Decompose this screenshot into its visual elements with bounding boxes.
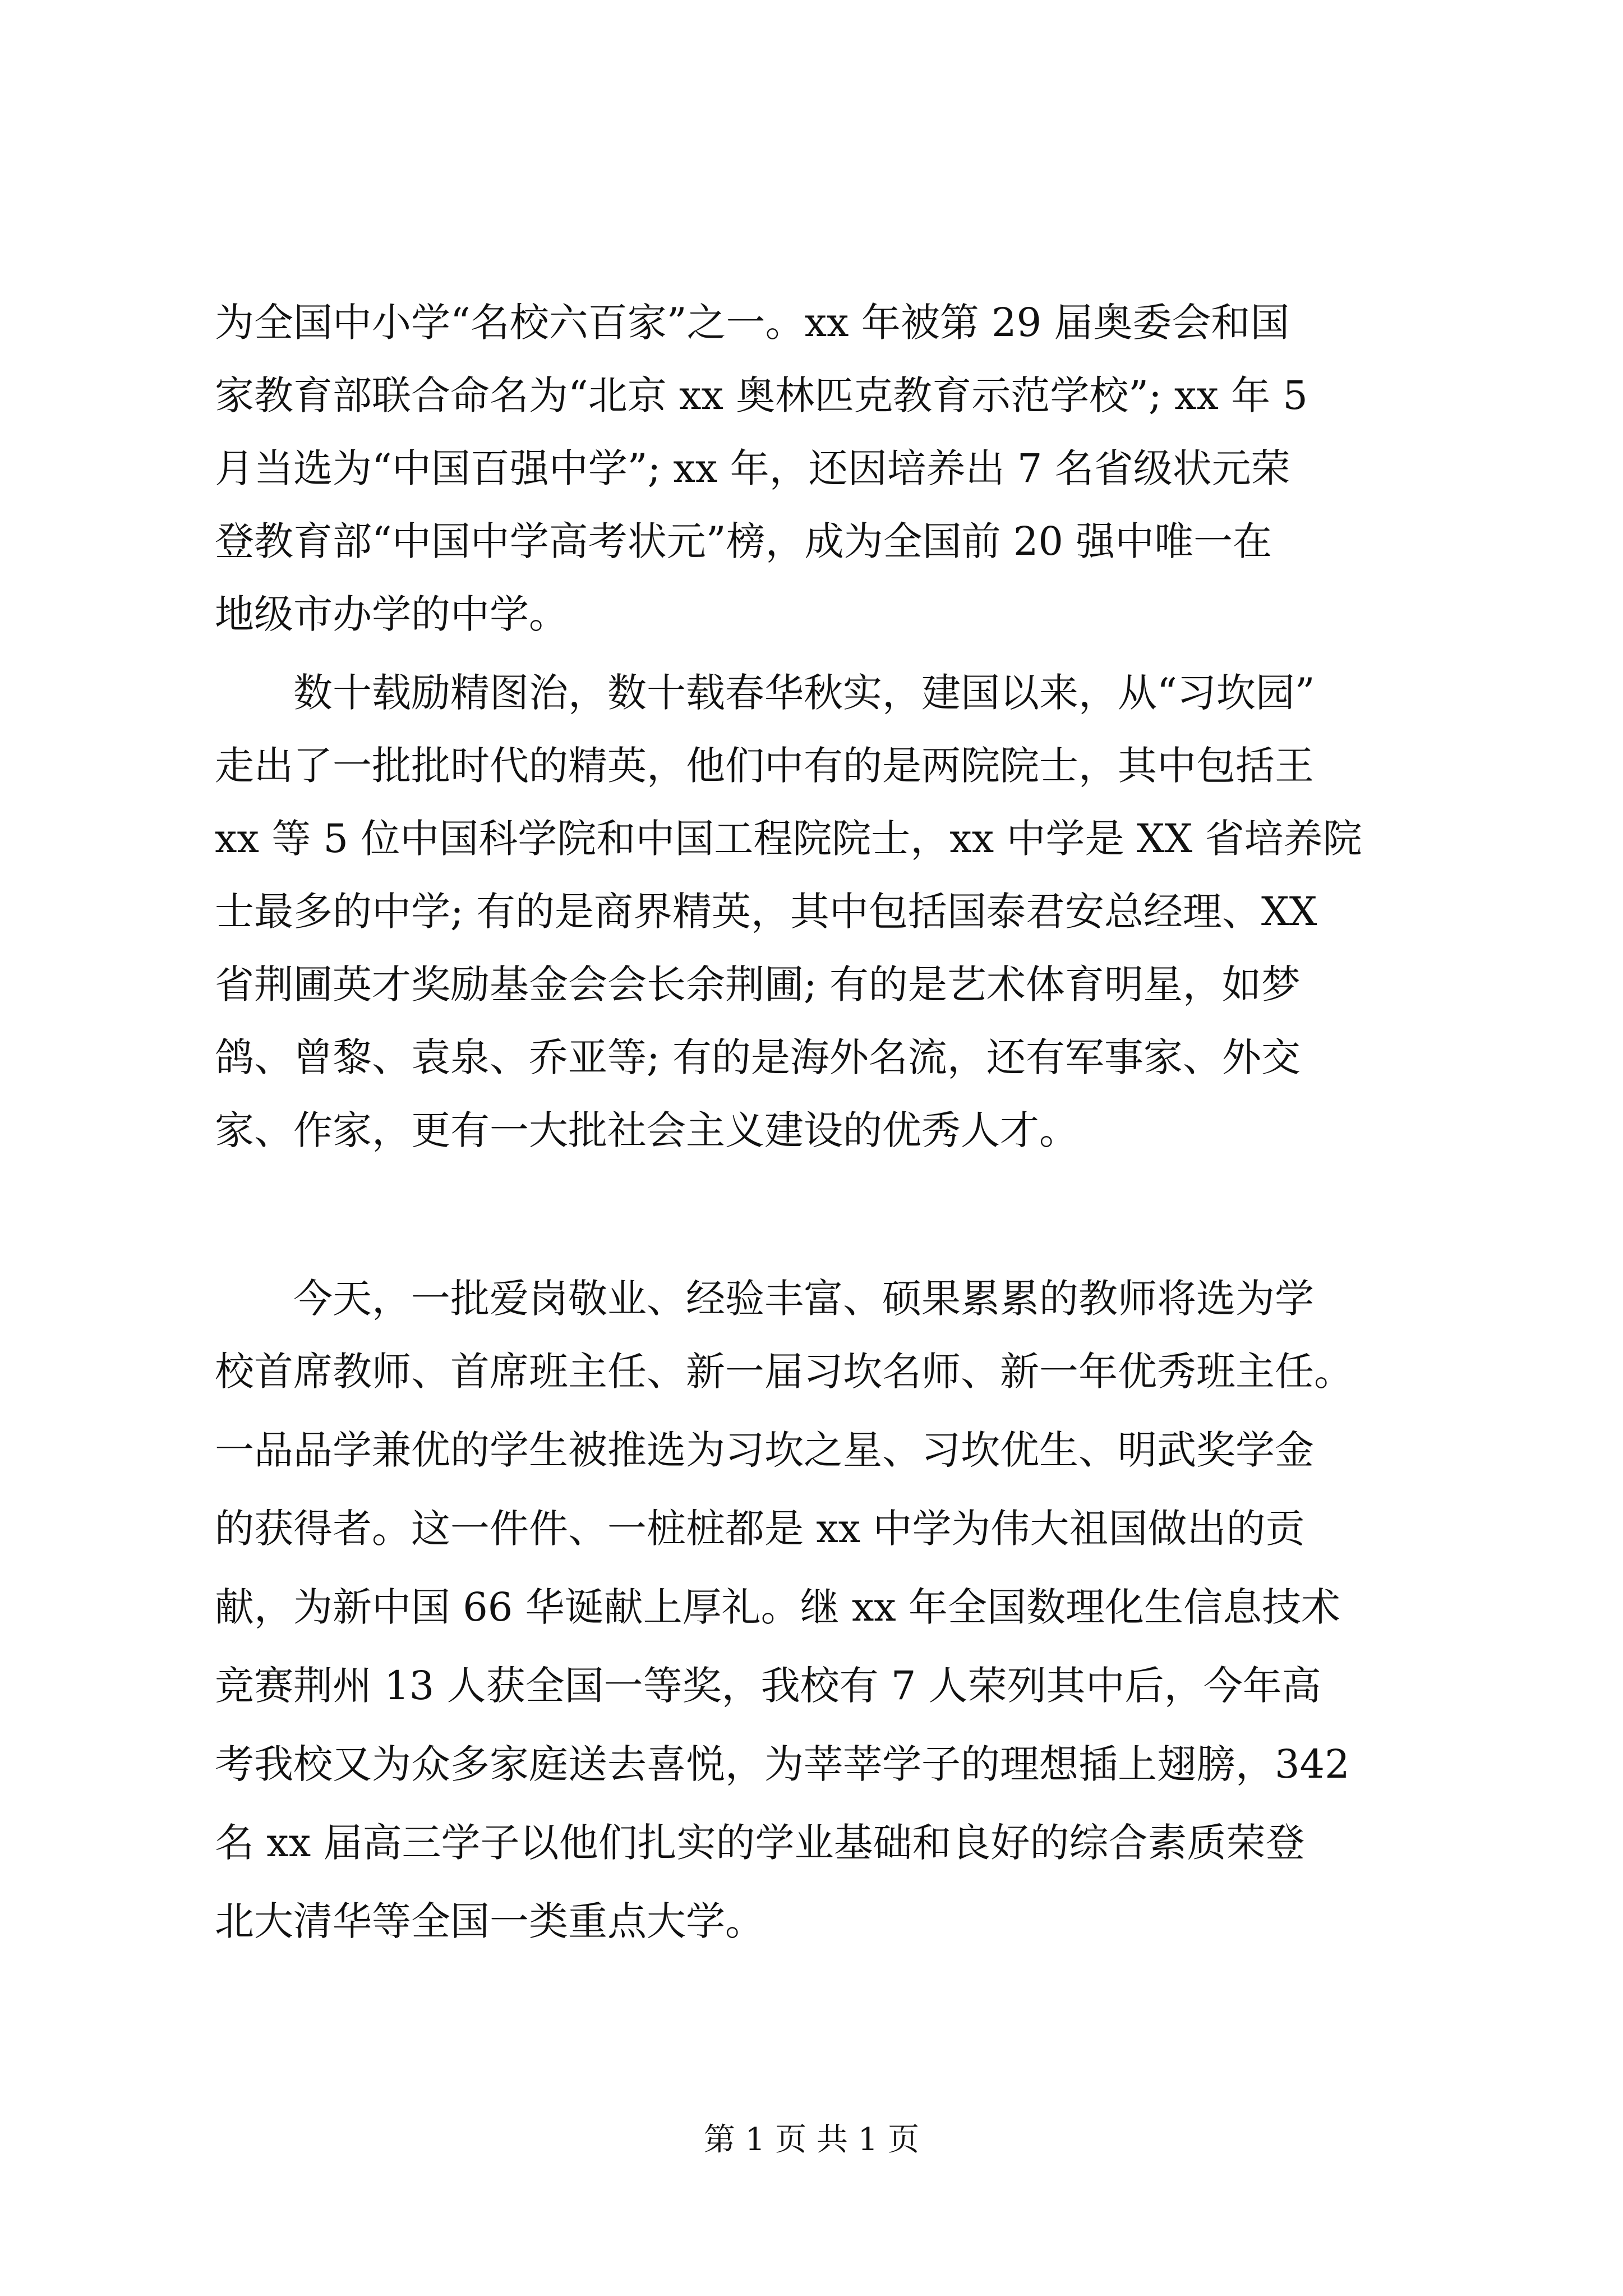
text-line: 数十载励精图治，数十载春华秋实，建国以来，从“习坎园” — [293, 670, 1315, 716]
text-line: 考我校又为众多家庭送去喜悦，为莘莘学子的理想插上翅膀，342 — [215, 1741, 1350, 1787]
text-line: 校首席教师、首席班主任、新一届习坎名师、新一年优秀班主任。 — [215, 1349, 1353, 1395]
text-line: 名 xx 届高三学子以他们扎实的学业基础和良好的综合素质荣登 — [215, 1820, 1305, 1866]
text-line: 士最多的中学; 有的是商界精英，其中包括国泰君安总经理、XX — [215, 889, 1317, 935]
text-line: 省荆圃英才奖励基金会会长余荆圃; 有的是艺术体育明星，如梦 — [215, 961, 1301, 1007]
text-line: 竞赛荆州 13 人获全国一等奖，我校有 7 人荣列其中后，今年高 — [215, 1663, 1321, 1709]
text-line: 北大清华等全国一类重点大学。 — [215, 1898, 764, 1944]
text-line: 家、作家，更有一大批社会主义建设的优秀人才。 — [215, 1107, 1078, 1153]
text-line: 走出了一批批时代的精英，他们中有的是两院院士，其中包括王 — [215, 743, 1314, 789]
text-line: 鸽、曾黎、袁泉、乔亚等; 有的是海外名流，还有军事家、外交 — [215, 1034, 1301, 1080]
text-line: 一品品学兼优的学生被推选为习坎之星、习坎优生、明武奖学金 — [215, 1427, 1314, 1473]
text-line: 的获得者。这一件件、一桩桩都是 xx 中学为伟大祖国做出的贡 — [215, 1506, 1305, 1552]
text-line: 家教育部联合命名为“北京 xx 奥林匹克教育示范学校”; xx 年 5 — [215, 372, 1308, 418]
page-footer: 第 1 页 共 1 页 — [703, 2122, 920, 2158]
text-line: 月当选为“中国百强中学”; xx 年，还因培养出 7 名省级状元荣 — [215, 445, 1290, 491]
text-line: 地级市办学的中学。 — [215, 591, 568, 637]
text-line: xx 等 5 位中国科学院和中国工程院院士，xx 中学是 XX 省培养院 — [215, 816, 1362, 862]
text-line: 登教育部“中国中学高考状元”榜，成为全国前 20 强中唯一在 — [215, 518, 1272, 564]
text-line: 献，为新中国 66 华诞献上厚礼。继 xx 年全国数理化生信息技术 — [215, 1584, 1341, 1630]
text-line: 今天，一批爱岗敬业、经验丰富、硕果累累的教师将选为学 — [293, 1276, 1314, 1322]
text-line: 为全国中小学“名校六百家”之一。xx 年被第 29 届奥委会和国 — [215, 300, 1290, 346]
